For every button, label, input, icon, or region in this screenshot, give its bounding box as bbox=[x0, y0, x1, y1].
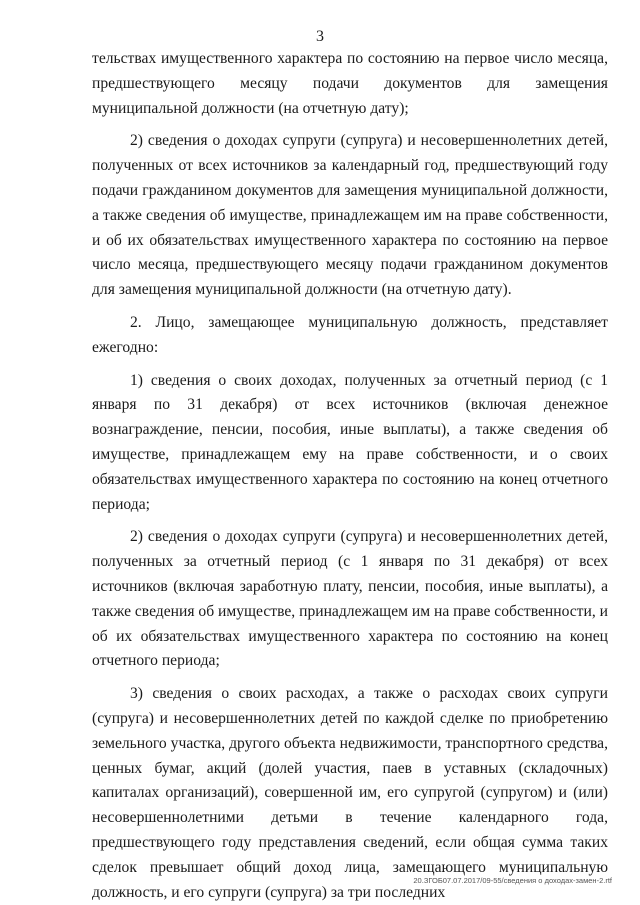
paragraph-item-2-spouse-reporting: 2) сведения о доходах супруги (супруга) и несовершеннолетних детей, полученных за отчетный период (с 1 января по 31 декабря) от всех источников (включая заработную плату, пенсии, пособия, иные выплаты), а также сведения об имуществе, принадлежащем им на праве собственности, и об их обязательствах имущественного характера по состоянию на конец отчетного периода; bbox=[92, 528, 608, 670]
document-body bbox=[92, 47, 608, 905]
paragraph-item-1-own-income: 1) сведения о своих доходах, полученных за отчетный период (с 1 января по 31 декабря) от всех источников (включая денежное вознаграждение, пенсии, пособия, иные выплаты), а также сведения об имуществе, принадлежащем ему на праве собственности, и о своих обязательствах имущественного характера по состоянию на конец отчетного периода; bbox=[92, 371, 608, 513]
paragraph-item-2-spouse-income: 2) сведения о доходах супруги (супруга) и несовершеннолетних детей, полученных от всех источников за календарный год, предшествующий году подачи гражданином документов для замещения муниципальной должности, а также сведения об имуществе, принадлежащем им на праве собственности, и об их обязательствах имущественного характера по состоянию на первое число месяца, предшествующего месяцу подачи гражданином документов для замещения муниципальной должности (на отчетную дату). bbox=[92, 132, 608, 299]
document-footer: 20.ЗГОБ07.07.2017/09-55/сведения о доходах-замен-2.rtf bbox=[413, 876, 612, 885]
paragraph-clause-2: 2. Лицо, замещающее муниципальную должность, представляет ежегодно: bbox=[92, 313, 608, 356]
page-number: 3 bbox=[316, 28, 324, 45]
paragraph-item-3-expenses: 3) сведения о своих расходах, а также о расходах своих супруги (супруга) и несовершеннолетних детей по каждой сделке по приобретению земельного участка, другого объекта недвижимости, транспортного средства, ценных бумаг, акций (долей участия, паев в уставных (складочных) капиталах организаций), совершенной им, его супругой (супругом) и (или) несовершеннолетними детьми в течение календарного года, предшествующего году представления сведений, если общая сумма таких сделок превышает общий доход лица, замещающего муниципальную должность, и его супруги (супруга) за три последних bbox=[92, 685, 608, 901]
paragraph-continuation: тельствах имущественного характера по состоянию на первое число месяца, предшествующего месяцу подачи документов для замещения муниципальной должности (на отчетную дату); bbox=[92, 50, 608, 117]
